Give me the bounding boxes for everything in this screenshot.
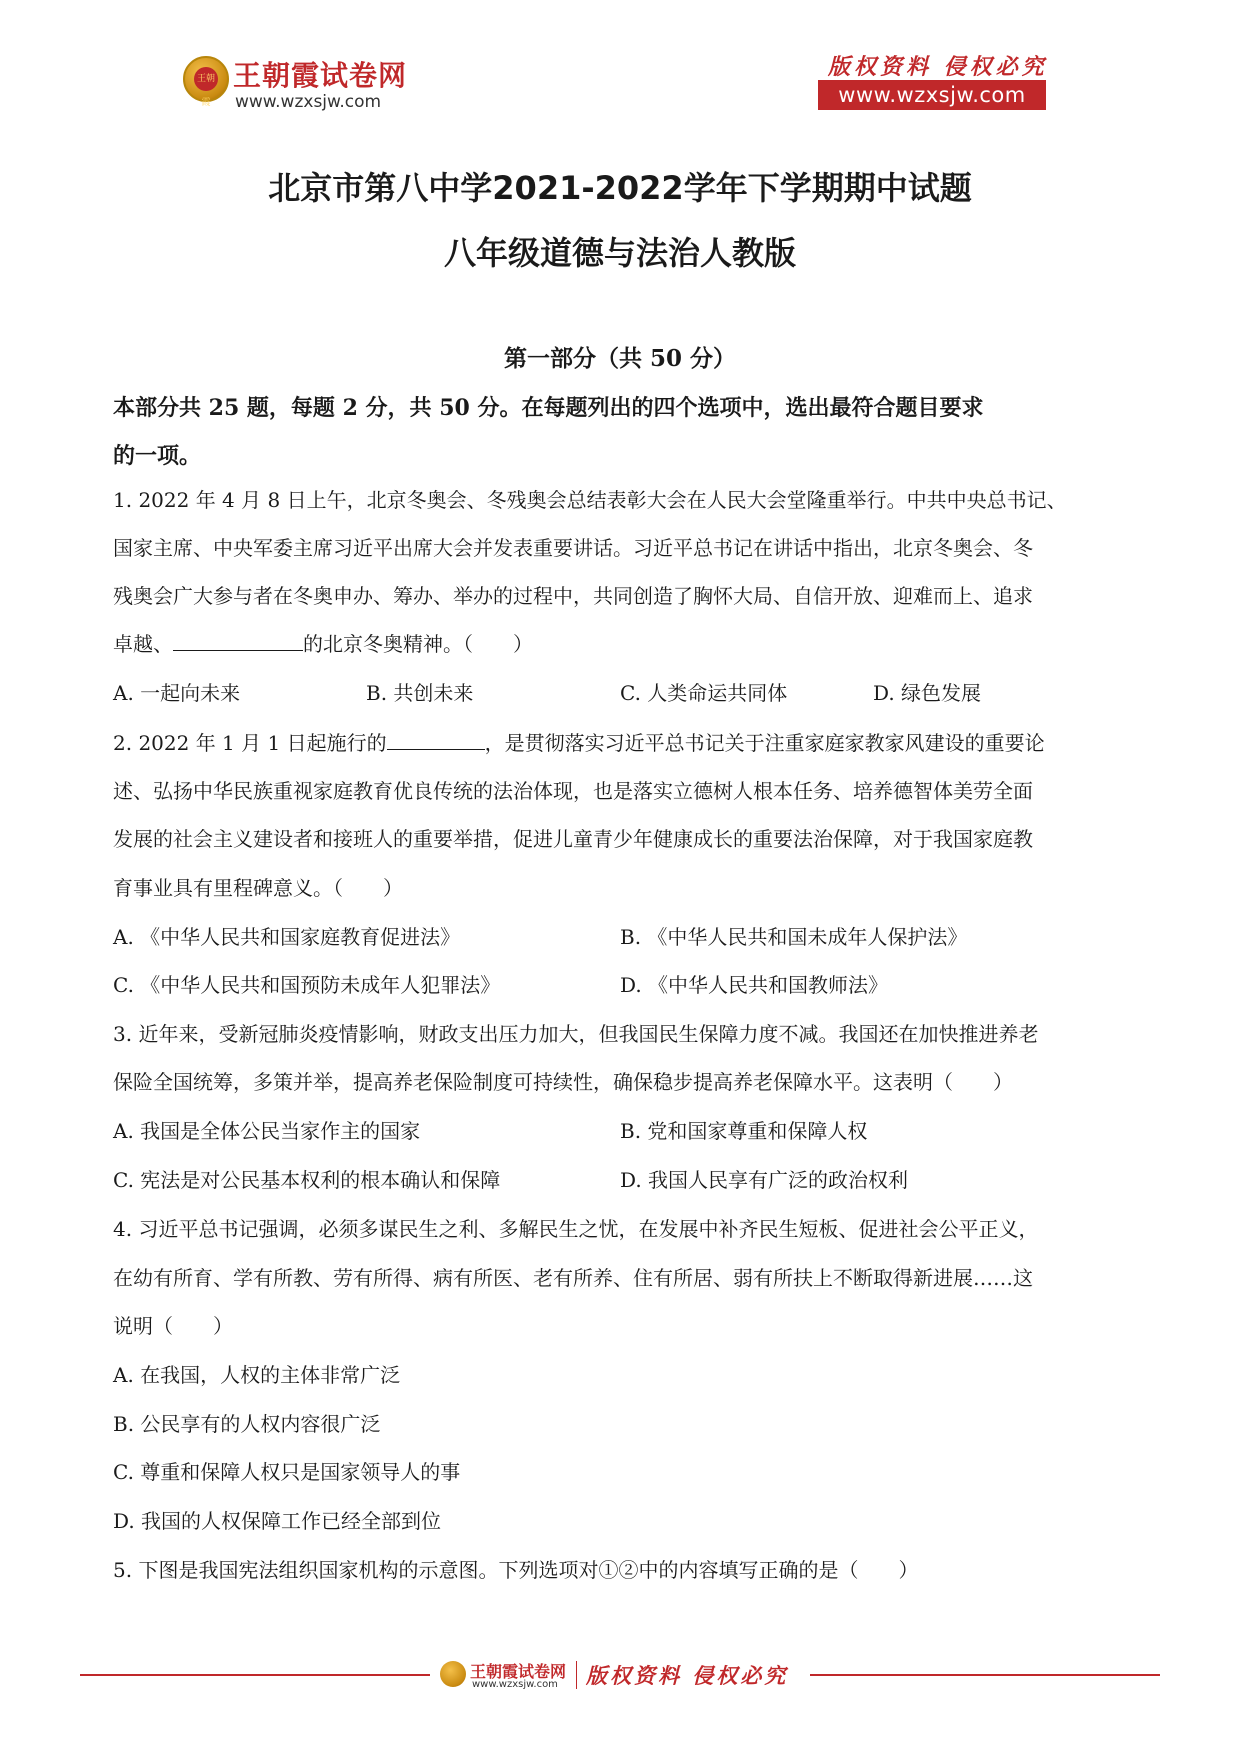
q1-blank-line <box>113 628 533 657</box>
q2-option-b: B. 《中华人民共和国未成年人保护法》 <box>620 925 968 949</box>
q3-option-d: D. 我国人民享有广泛的政治权利 <box>620 1168 909 1192</box>
footer-logo <box>440 1659 800 1693</box>
q5-line: 5. 下图是我国宪法组织国家机构的示意图。下列选项对①②中的内容填写正确的是（ ） <box>113 1558 919 1582</box>
seal-text: 王朝霞 <box>194 67 218 91</box>
section-instruction <box>113 384 1123 480</box>
q2-option-d: D. 《中华人民共和国教师法》 <box>620 973 889 997</box>
q3-option-c: C. 宪法是对公民基本权利的根本确认和保障 <box>113 1168 501 1192</box>
q1-option-d: D. 绿色发展 <box>873 681 982 705</box>
q1-text-before: 卓越、 <box>113 632 173 656</box>
brand-url: www.wzxsjw.com <box>235 92 382 112</box>
q1-line: 国家主席、中央军委主席习近平出席大会并发表重要讲话。习近平总书记在讲话中指出，北京冬奥会、冬 <box>113 536 1033 560</box>
q3-option-b: B. 党和国家尊重和保障人权 <box>620 1119 868 1143</box>
q2-text-after: ，是贯彻落实习近平总书记关于注重家庭家教家风建设的重要论 <box>484 731 1045 755</box>
q4-option-d: D. 我国的人权保障工作已经全部到位 <box>113 1509 442 1533</box>
q3-line: 3. 近年来，受新冠肺炎疫情影响，财政支出压力加大，但我国民生保障力度不减。我国还在加快推进养老 <box>113 1022 1039 1046</box>
q1-option-b: B. 共创未来 <box>366 681 474 705</box>
q2-blank-line <box>113 727 1045 756</box>
q1-line: 残奥会广大参与者在冬奥申办、筹办、举办的过程中，共同创造了胸怀大局、自信开放、迎难而上、追求 <box>113 584 1033 608</box>
q2-option-a: A. 《中华人民共和国家庭教育促进法》 <box>113 925 461 949</box>
q1-option-c: C. 人类命运共同体 <box>620 681 788 705</box>
footer-slogan: 版权资料 侵权必究 <box>586 1663 789 1688</box>
footer-separator <box>576 1661 577 1689</box>
q1-text-after: 的北京冬奥精神。（ ） <box>303 632 533 656</box>
q4-option-c: C. 尊重和保障人权只是国家领导人的事 <box>113 1460 461 1484</box>
q1-option-a: A. 一起向未来 <box>113 681 241 705</box>
q1-line: 1. 2022 年 4 月 8 日上午，北京冬奥会、冬残奥会总结表彰大会在人民大会堂隆重举行。中共中央总书记、 <box>113 488 1067 512</box>
instruction-line: 的一项。 <box>113 443 202 469</box>
q4-line: 4. 习近平总书记强调，必须多谋民生之利、多解民生之忧，在发展中补齐民生短板、促进社会公平正义， <box>113 1217 1039 1241</box>
q4-option-a: A. 在我国，人权的主体非常广泛 <box>113 1363 401 1387</box>
seal-icon <box>183 56 229 108</box>
q2-answer-blank <box>387 727 485 750</box>
header-copyright <box>818 48 1046 112</box>
instruction-line: 本部分共 25 题，每题 2 分，共 50 分。在每题列出的四个选项中，选出最符合题目要求 <box>113 395 984 421</box>
q2-line: 发展的社会主义建设者和接班人的重要举措，促进儿童青少年健康成长的重要法治保障，对于我国家庭教 <box>113 827 1033 851</box>
brand-name: 王朝霞试卷网 <box>233 59 408 92</box>
q2-line: 育事业具有里程碑意义。（ ） <box>113 876 403 900</box>
copyright-slogan: 版权资料 侵权必究 <box>828 54 1048 80</box>
section-heading: 第一部分（共 50 分） <box>503 345 737 372</box>
q4-line: 在幼有所育、学有所教、劳有所得、病有所医、老有所养、住有所居、弱有所扶上不断取得新进展……这 <box>113 1266 1033 1290</box>
footer-rule-left <box>80 1674 430 1676</box>
header-logo <box>183 52 423 118</box>
q2-text-before: 2. 2022 年 1 月 1 日起施行的 <box>113 731 387 755</box>
footer-brand-url: www.wzxsjw.com <box>472 1679 558 1690</box>
exam-title: 北京市第八中学2021-2022学年下学期期中试题 <box>268 169 972 207</box>
q4-option-b: B. 公民享有的人权内容很广泛 <box>113 1412 381 1436</box>
url-banner: www.wzxsjw.com <box>818 80 1046 110</box>
q3-option-a: A. 我国是全体公民当家作主的国家 <box>113 1119 421 1143</box>
q2-line: 述、弘扬中华民族重视家庭教育优良传统的法治体现，也是落实立德树人根本任务、培养德智体美劳全面 <box>113 779 1033 803</box>
exam-subtitle: 八年级道德与法治人教版 <box>443 234 796 272</box>
footer-brand-name: 王朝霞试卷网 <box>470 1662 567 1681</box>
footer-seal-icon <box>440 1661 466 1687</box>
q1-answer-blank <box>173 628 303 651</box>
footer-rule-right <box>810 1674 1160 1676</box>
q4-line: 说明（ ） <box>113 1314 233 1338</box>
q3-line: 保险全国统筹，多策并举，提高养老保险制度可持续性，确保稳步提高养老保障水平。这表明（ ） <box>113 1070 1013 1094</box>
q2-option-c: C. 《中华人民共和国预防未成年人犯罪法》 <box>113 973 501 997</box>
